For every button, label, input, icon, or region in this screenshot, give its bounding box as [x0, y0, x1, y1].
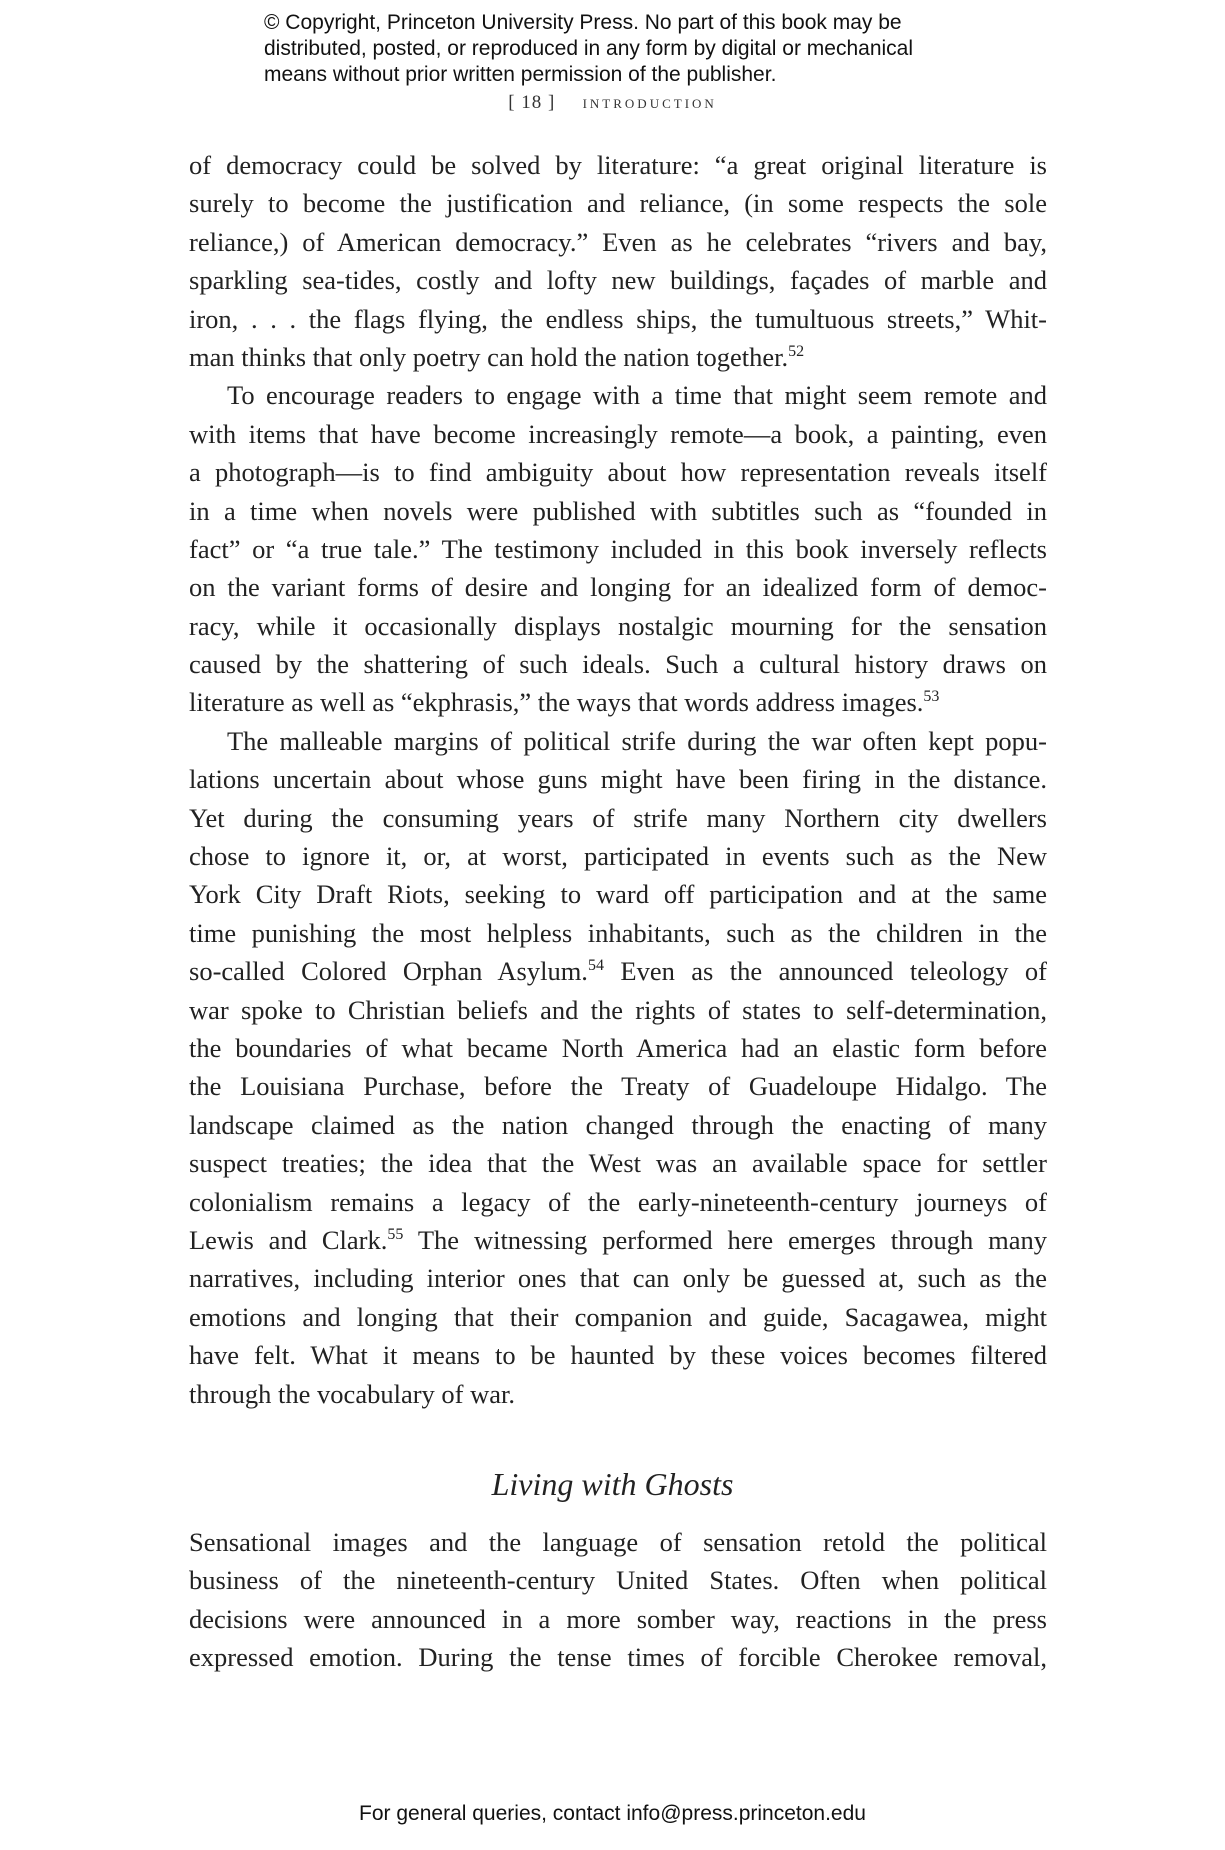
text-line: chose to ignore it, or, at worst, participated in events such as the New [189, 841, 1047, 872]
text-line: suspect treaties; the idea that the West was an available space for settler [189, 1148, 1047, 1179]
text-line-content: literature as well as “ekphrasis,” the ways that words address images. [189, 687, 924, 718]
text-line: fact” or “a true tale.” The testimony included in this book inversely reflects [189, 533, 1047, 564]
running-head-title: introduction [582, 92, 717, 113]
text-line: of democracy could be solved by literature: “a great original literature is [189, 150, 1047, 180]
section-heading: Living with Ghosts [491, 1466, 734, 1502]
text-line: have felt. What it means to be haunted by these voices becomes filtered [189, 1340, 1047, 1371]
text-line: decisions were announced in a more somber way, reactions in the press [189, 1603, 1047, 1634]
text-line: racy, while it occasionally displays nostalgic mourning for the sensation [189, 610, 1047, 641]
text-line: through the vocabulary of war. [189, 1378, 515, 1409]
text-line: To encourage readers to engage with a time that might seem remote and [227, 380, 1047, 411]
text-line: Yet during the consuming years of strife many Northern city dwellers [189, 802, 1047, 833]
text-line: Sensational images and the language of sensation retold the political [189, 1527, 1047, 1557]
footnote-ref-55: 55 [387, 1225, 404, 1243]
text-line: iron, . . . the flags flying, the endless ships, the tumultuous streets,” Whit- [189, 303, 1047, 334]
text-line [189, 683, 1047, 721]
text-line: colonialism remains a legacy of the early-nineteenth-century journeys of [189, 1186, 1047, 1217]
text-line-content: Even as the announced teleology of [603, 956, 1047, 987]
text-line: the boundaries of what became North America had an elastic form before [189, 1032, 1047, 1063]
copyright-notice [264, 10, 1044, 88]
footnote-ref-54: 54 [587, 957, 604, 975]
copyright-line: distributed, posted, or reproduced in any form by digital or mechanical [264, 37, 914, 60]
text-line [189, 952, 1047, 990]
text-line: surely to become the justification and reliance, (in some respects the sole [189, 188, 1047, 219]
text-line: business of the nineteenth-century United States. Often when political [189, 1565, 1047, 1596]
text-line-content: man thinks that only poetry can hold the nation together. [189, 341, 789, 372]
text-line: with items that have become increasingly remote—a book, a painting, even [189, 418, 1047, 449]
copyright-line: © Copyright, Princeton University Press. No part of this book may be [264, 11, 902, 34]
text-line: reliance,) of American democracy.” Even as he celebrates “rivers and bay, [189, 226, 1047, 257]
text-line: a photograph—is to find ambiguity about how representation reveals itself [189, 457, 1047, 488]
body-text [189, 146, 1047, 1413]
text-line: the Louisiana Purchase, before the Treaty of Guadeloupe Hidalgo. The [189, 1071, 1047, 1102]
text-line: emotions and longing that their companion and guide, Sacagawea, might [189, 1301, 1047, 1332]
text-line-content: Lewis and Clark. [189, 1224, 388, 1255]
text-line: narratives, including interior ones that can only be guessed at, such as the [189, 1263, 1047, 1294]
text-line: expressed emotion. During the tense times of forcible Cherokee removal, [189, 1642, 1047, 1673]
text-line: York City Draft Riots, seeking to ward off participation and at the same [189, 879, 1047, 910]
footer-contact: For general queries, contact info@press.princeton.edu [359, 1802, 866, 1825]
running-head [0, 92, 1225, 114]
text-line-content: The witnessing performed here emerges through many [403, 1224, 1047, 1255]
text-line: in a time when novels were published with subtitles such as “founded in [189, 495, 1047, 526]
text-line: on the variant forms of desire and longing for an idealized form of democ- [189, 572, 1047, 603]
page-number: [ 18 ] [508, 92, 556, 113]
text-line [189, 1221, 1047, 1259]
text-line: time punishing the most helpless inhabitants, such as the children in the [189, 917, 1047, 948]
text-line-content: so-called Colored Orphan Asylum. [189, 956, 588, 987]
text-line: war spoke to Christian beliefs and the rights of states to self-determination, [189, 994, 1047, 1025]
text-line: The malleable margins of political strife during the war often kept popu- [227, 725, 1047, 756]
section-body-text [189, 1523, 1047, 1677]
text-line: lations uncertain about whose guns might have been firing in the distance. [189, 764, 1047, 795]
footnote-ref-52: 52 [788, 342, 805, 360]
text-line: caused by the shattering of such ideals. Such a cultural history draws on [189, 649, 1047, 680]
footnote-ref-53: 53 [923, 688, 940, 706]
copyright-line: means without prior written permission of the publisher. [264, 63, 777, 86]
text-line [189, 338, 1047, 376]
text-line: landscape claimed as the nation changed through the enacting of many [189, 1109, 1047, 1140]
text-line: sparkling sea-tides, costly and lofty new buildings, façades of marble and [189, 265, 1047, 296]
